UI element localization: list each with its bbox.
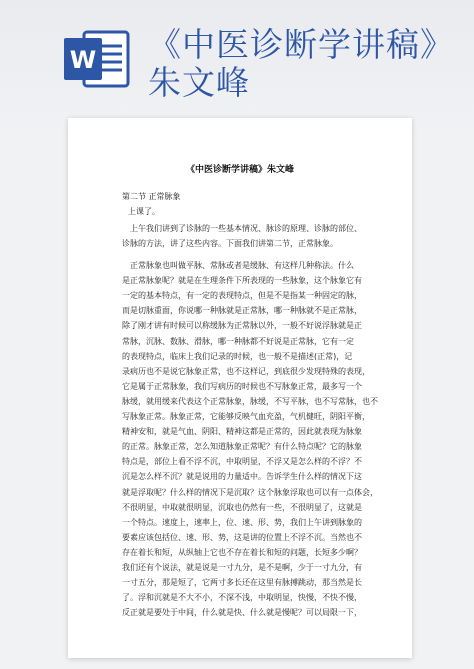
body-line: 我们还有个说法，就是说是一寸九分，是不是啊，少于一寸九分，有 (122, 563, 362, 572)
body-line: 存在着长和短，从纵轴上它也不存在着长和短的问题，长短多少啊？ (122, 547, 362, 557)
document-title: 《中医诊断学讲稿》朱文峰 (185, 165, 294, 175)
body-line: 反正就是要处于中间，什么就是快、什么就是慢呢？可以局限一下， (122, 608, 362, 618)
body-line: 上课了。 (128, 207, 160, 216)
body-line: 的正常。脉象正常，怎么知道脉象正常呢？有什么特点呢？它的脉象 (122, 442, 362, 452)
body-line: 正常脉象也叫做平脉、常脉或者是缓脉、有这样几种称法。什么 (130, 261, 354, 270)
body-line: 了。浮和沉就是不大不小，不深不浅，中取明显，快慢，不快不慢， (122, 593, 362, 603)
word-document-icon (62, 28, 132, 90)
body-line: 录病历也不是说它脉象正常，也不这样记，到底很少发现特殊的表现， (122, 366, 370, 376)
body-line: 的表现特点，临床上我们记录的时候，也一般不是描述(正常)，记 (122, 351, 353, 361)
body-line: 精神安和，就是气血、阴阳、精神这都是正常的，因此就表现为脉象 (122, 427, 362, 437)
body-line: 诊脉的方法，讲了这些内容。下面我们讲第二节，正常脉象。 (122, 239, 338, 248)
body-line: 就是浮取呢？什么样的情况下是沉取？这个脉象浮取也可以有一点体会， (122, 487, 378, 497)
body-line: 它是属于正常脉象，我们写病历的时候也不写脉象正常，最多写一个 (122, 381, 362, 391)
body-line: 沉是怎么样不沉？就是说用的力量适中。告诉学生什么样的情况下这 (122, 472, 362, 482)
body-line: 脉缓，就用缓来代表这个正常脉象，脉缓，不写平脉，也不写常脉，也不 (122, 396, 378, 406)
body-line: 写脉象正常。脉象正常，它能够反映气血充盈，气机健旺，阴阳平衡， (122, 412, 370, 421)
body-line: 特点是，部位上看不浮不沉，中取明显，不浮又是怎么样的不浮？不 (122, 457, 362, 467)
body-line: 一定的基本特点，有一定的表现特点，但是不是指某一种固定的脉， (122, 291, 362, 301)
document-page (68, 118, 412, 658)
body-line: 上午我们讲到了诊脉的一些基本情况、脉诊的原理、诊脉的部位、 (130, 224, 362, 233)
body-line: 而是切脉重面，你说哪一种脉就是正常脉，哪一种脉就不是正常脉， (122, 306, 362, 316)
body-line: 一个特点。速度上，速率上，位、速、形、势，我们上午讲到脉象的 (122, 517, 362, 527)
body-line: 常脉，沉脉、数脉、滑脉，哪一种脉都不好说是正常脉，它有一定 (122, 336, 354, 346)
body-line: 是正常脉象呢？就是在生理条件下所表现的一些脉象，这个脉象它有 (122, 276, 362, 286)
body-line: 要素应该包括位、速、形、势，这是讲的位置上不浮不沉。当然也不 (122, 532, 362, 542)
body-line: 除了刚才讲有时候可以称缓脉为正常脉以外，一般不好说浮脉就是正 (122, 321, 362, 331)
svg-text:W: W (69, 46, 97, 74)
body-line: 不很明显，中取就很明显，沉取也仍然有一些，不很明显了，这就是 (122, 502, 362, 512)
section-heading: 第二节 正常脉象 (122, 192, 181, 201)
body-line: 一寸五分，那是短了，它两寸多长还在这里有脉搏跳动，那当然是长 (122, 578, 362, 588)
header-title: 《中医诊断学讲稿》朱文峰 (148, 25, 454, 102)
